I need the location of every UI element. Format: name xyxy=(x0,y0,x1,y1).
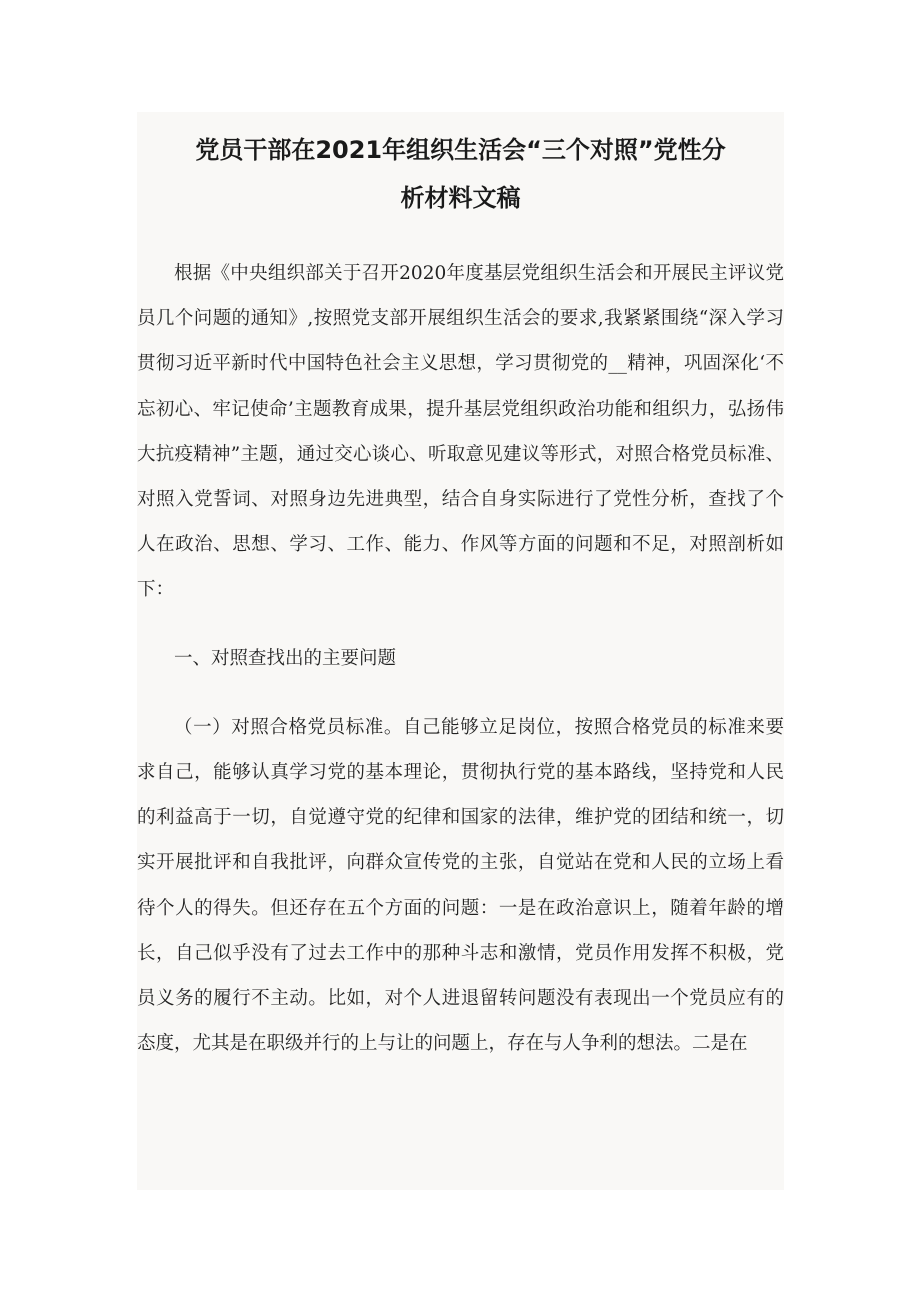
subsection-paragraph: （一）对照合格党员标准。自己能够立足岗位，按照合格党员的标准来要求自己，能够认真学习党的基本理论，贯彻执行党的基本路线，坚持党和人民的利益高于一切，自觉遵守党的纪律和国家的法律，维护党的团结和统一，切实开展批评和自我批评，向群众宣传党的主张，自觉站在党和人民的立场上看待个人的得失。但还存在五个方面的问题：一是在政治意识上，随着年龄的增长，自己似乎没有了过去工作中的那种斗志和激情，党员作用发挥不积极，党员义务的履行不主动。比如，对个人进退留转问题没有表现出一个党员应有的态度，尤其是在职级并行的上与让的问题上，存在与人争利的想法。二是在 xyxy=(137,716,784,1055)
section-heading: 一、对照查找出的主要问题 xyxy=(174,648,397,670)
title-line-2: 析材料文稿 xyxy=(400,184,521,212)
title-line-1: 党员干部在2021年组织生活会“三个对照”党性分 xyxy=(195,136,726,164)
document-title xyxy=(137,112,784,222)
document-page xyxy=(137,112,784,1190)
intro-paragraph: 根据《中央组织部关于召开2020年度基层党组织生活会和开展民主评议党员几个问题的通知》,按照党支部开展组织生活会的要求,我紧紧围绕“深入学习贯彻习近平新时代中国特色社会主义思想，学习贯彻党的__精神，巩固深化‘不忘初心、牢记使命’主题教育成果，提升基层党组织政治功能和组织力，弘扬伟大抗疫精神”主题，通过交心谈心、听取意见建议等形式，对照合格党员标准、对照入党誓词、对照身边先进典型，结合自身实际进行了党性分析，查找了个人在政治、思想、学习、工作、能力、作风等方面的问题和不足，对照剖析如下： xyxy=(137,263,784,601)
document-body xyxy=(137,251,784,1066)
